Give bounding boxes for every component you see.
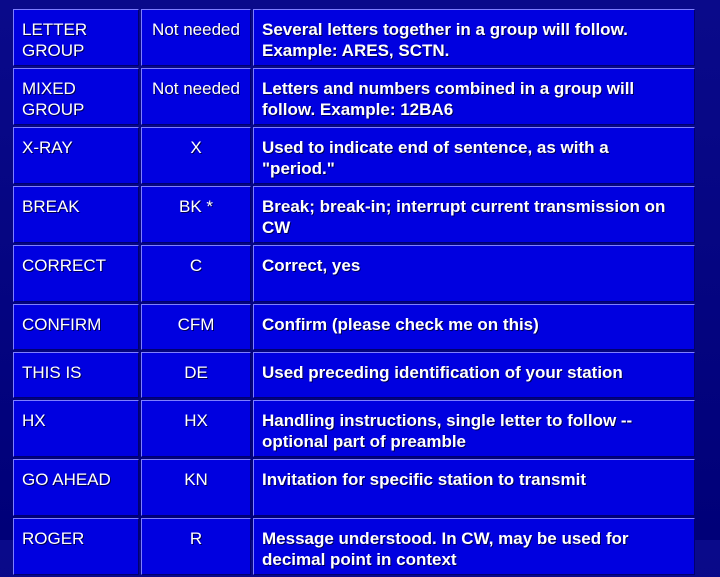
meaning-cell: Invitation for specific station to transmit	[253, 459, 695, 516]
abbreviation-cell: DE	[141, 352, 251, 398]
term-cell: GO AHEAD	[13, 459, 139, 516]
abbreviation-cell: Not needed	[141, 9, 251, 66]
table-row	[13, 186, 695, 243]
term-cell: HX	[13, 400, 139, 457]
term-cell: LETTER GROUP	[13, 9, 139, 66]
abbreviation-cell: R	[141, 518, 251, 575]
term-cell: CONFIRM	[13, 304, 139, 350]
abbreviation-cell: HX	[141, 400, 251, 457]
table-row	[13, 68, 695, 125]
meaning-cell: Confirm (please check me on this)	[253, 304, 695, 350]
term-cell: ROGER	[13, 518, 139, 575]
prosign-table-body	[13, 9, 695, 575]
table-row	[13, 245, 695, 302]
meaning-cell: Message understood. In CW, may be used for decimal point in context	[253, 518, 695, 575]
term-cell: X-RAY	[13, 127, 139, 184]
prosign-table-container	[11, 7, 697, 577]
table-row	[13, 304, 695, 350]
prosign-table	[11, 7, 697, 577]
abbreviation-cell: BK *	[141, 186, 251, 243]
term-cell: MIXED GROUP	[13, 68, 139, 125]
meaning-cell: Handling instructions, single letter to follow -- optional part of preamble	[253, 400, 695, 457]
term-cell: BREAK	[13, 186, 139, 243]
table-row	[13, 459, 695, 516]
table-row	[13, 518, 695, 575]
meaning-cell: Several letters together in a group will follow. Example: ARES, SCTN.	[253, 9, 695, 66]
meaning-cell: Break; break-in; interrupt current transmission on CW	[253, 186, 695, 243]
term-cell: CORRECT	[13, 245, 139, 302]
abbreviation-cell: CFM	[141, 304, 251, 350]
table-row	[13, 400, 695, 457]
table-row	[13, 127, 695, 184]
abbreviation-cell: X	[141, 127, 251, 184]
meaning-cell: Used preceding identification of your station	[253, 352, 695, 398]
abbreviation-cell: Not needed	[141, 68, 251, 125]
table-row	[13, 9, 695, 66]
meaning-cell: Used to indicate end of sentence, as with a "period."	[253, 127, 695, 184]
meaning-cell: Letters and numbers combined in a group will follow. Example: 12BA6	[253, 68, 695, 125]
term-cell: THIS IS	[13, 352, 139, 398]
table-row	[13, 352, 695, 398]
abbreviation-cell: C	[141, 245, 251, 302]
meaning-cell: Correct, yes	[253, 245, 695, 302]
abbreviation-cell: KN	[141, 459, 251, 516]
